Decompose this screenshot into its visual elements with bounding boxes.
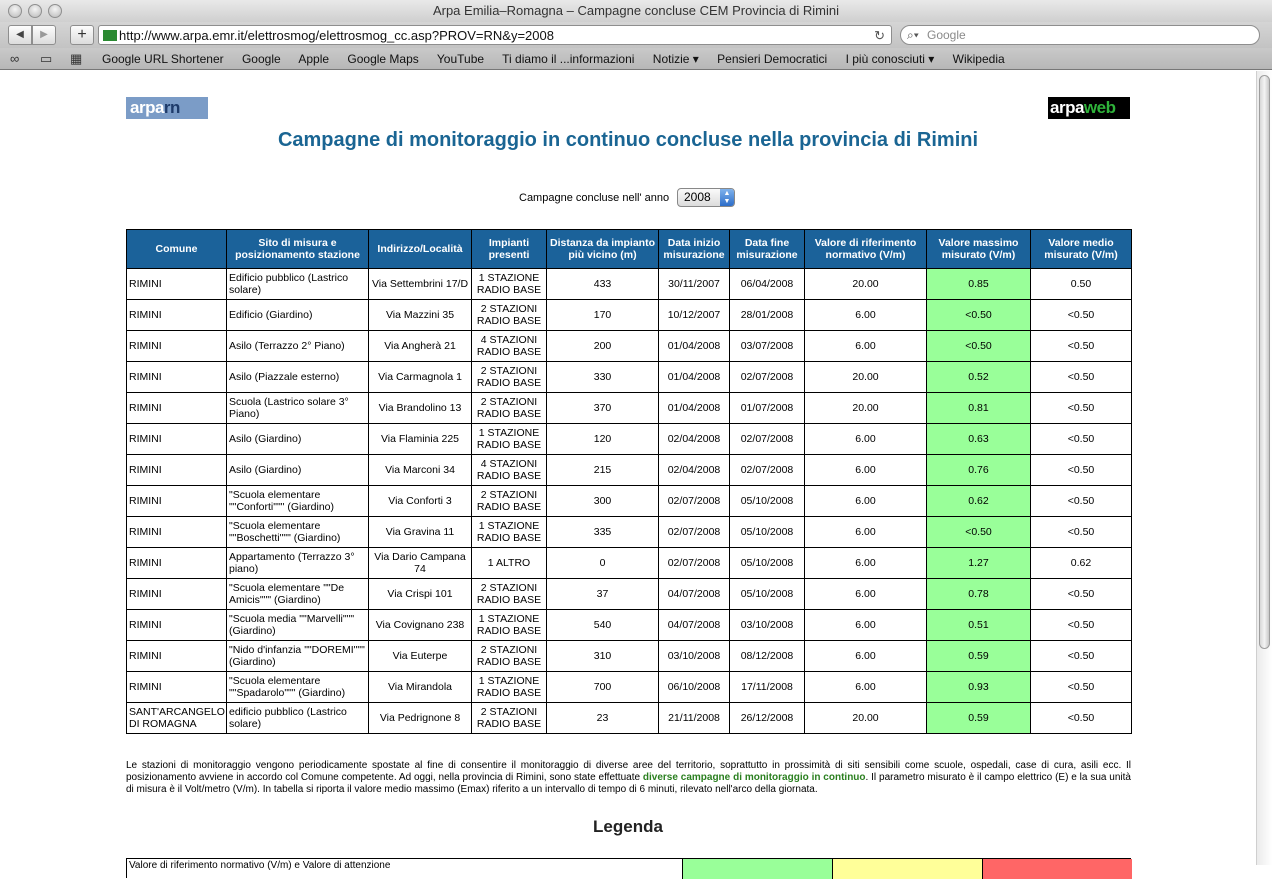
forward-arrow-icon: ▶ <box>40 29 48 40</box>
legend-row-text: Valore di riferimento normativo (V/m) e Valore di attenzione <box>129 860 391 871</box>
table-cell: <0.50 <box>1031 424 1132 455</box>
table-cell: SANT'ARCANGELO DI ROMAGNA <box>127 703 227 734</box>
table-cell: Via Covignano 238 <box>369 610 472 641</box>
col-header: Valore medio misurato (V/m) <box>1031 230 1132 269</box>
table-cell: 0.59 <box>927 703 1031 734</box>
table-cell: "Scuola elementare ""Spadarolo""" (Giardino) <box>227 672 369 703</box>
web-page <box>0 71 1256 871</box>
table-cell: 02/07/2008 <box>730 455 805 486</box>
table-row <box>127 548 1132 579</box>
table-cell: 37 <box>547 579 659 610</box>
table-cell: 02/07/2008 <box>659 486 730 517</box>
year-select-value: 2008 <box>684 190 711 204</box>
table-cell: Via Carmagnola 1 <box>369 362 472 393</box>
table-cell: 0.50 <box>1031 269 1132 300</box>
bookmark-item[interactable]: I più conosciuti ▾ <box>845 52 935 66</box>
table-cell: Asilo (Terrazzo 2° Piano) <box>227 331 369 362</box>
col-header: Valore di riferimento normativo (V/m) <box>805 230 927 269</box>
table-cell: 370 <box>547 393 659 424</box>
table-cell: <0.50 <box>1031 641 1132 672</box>
table-cell: 01/04/2008 <box>659 362 730 393</box>
table-cell: <0.50 <box>1031 300 1132 331</box>
table-cell: 06/04/2008 <box>730 269 805 300</box>
table-row <box>127 300 1132 331</box>
table-cell: Via Brandolino 13 <box>369 393 472 424</box>
year-label: Campagne concluse nell' anno <box>519 192 670 204</box>
table-cell: RIMINI <box>127 269 227 300</box>
table-cell: RIMINI <box>127 455 227 486</box>
table-cell: Via Pedrignone 8 <box>369 703 472 734</box>
bookmark-item[interactable]: Ti diamo il ...informazioni <box>502 52 635 66</box>
back-button[interactable] <box>8 25 32 45</box>
table-cell: <0.50 <box>927 300 1031 331</box>
table-cell: Edificio (Giardino) <box>227 300 369 331</box>
table-row <box>127 269 1132 300</box>
table-cell: 23 <box>547 703 659 734</box>
url-text[interactable]: http://www.arpa.emr.it/elettrosmog/elettrosmog_cc.asp?PROV=RN&y=2008 <box>119 28 554 43</box>
table-row <box>127 393 1132 424</box>
table-cell: "Scuola elementare ""Conforti""" (Giardino) <box>227 486 369 517</box>
logo-text-highlight: rn <box>163 98 180 117</box>
table-cell: 1 STAZIONE RADIO BASE <box>472 269 547 300</box>
legend-yellow-cell <box>832 859 982 879</box>
vertical-scrollbar[interactable] <box>1256 71 1272 865</box>
window-title: Arpa Emilia–Romagna – Campagne concluse CEM Provincia di Rimini <box>432 3 840 18</box>
table-cell: 1 ALTRO <box>472 548 547 579</box>
table-cell: 700 <box>547 672 659 703</box>
reading-list-icon[interactable]: ∞ <box>10 51 20 66</box>
table-cell: 21/11/2008 <box>659 703 730 734</box>
year-select[interactable] <box>677 188 735 207</box>
arpa-rn-logo[interactable] <box>126 97 208 119</box>
table-cell: Via Euterpe <box>369 641 472 672</box>
table-cell: 2 STAZIONI RADIO BASE <box>472 579 547 610</box>
table-cell: Via Gravina 11 <box>369 517 472 548</box>
table-row <box>127 362 1132 393</box>
table-cell: 6.00 <box>805 300 927 331</box>
table-cell: 215 <box>547 455 659 486</box>
table-cell: Via Conforti 3 <box>369 486 472 517</box>
col-header: Comune <box>127 230 227 269</box>
col-header: Valore massimo misurato (V/m) <box>927 230 1031 269</box>
table-cell: 03/10/2008 <box>730 610 805 641</box>
table-cell: 02/04/2008 <box>659 424 730 455</box>
table-cell: RIMINI <box>127 579 227 610</box>
table-cell: 05/10/2008 <box>730 517 805 548</box>
legend-red-cell <box>982 859 1132 879</box>
table-row <box>127 703 1132 734</box>
arpaweb-logo[interactable] <box>1048 97 1130 119</box>
table-cell: <0.50 <box>1031 331 1132 362</box>
table-cell: 20.00 <box>805 393 927 424</box>
table-cell: 02/07/2008 <box>659 548 730 579</box>
search-icon: ⌕▾ <box>907 28 919 42</box>
scrollbar-thumb[interactable] <box>1259 75 1270 649</box>
table-cell: 1 STAZIONE RADIO BASE <box>472 424 547 455</box>
site-favicon-icon <box>103 30 117 41</box>
logo-text-highlight: web <box>1083 98 1116 117</box>
bookmark-item[interactable]: Google Maps <box>347 52 419 66</box>
bookmark-item[interactable]: Pensieri Democratici <box>717 52 828 66</box>
table-cell: Via Marconi 34 <box>369 455 472 486</box>
table-cell: 0.85 <box>927 269 1031 300</box>
table-cell: Asilo (Piazzale esterno) <box>227 362 369 393</box>
bookmark-list <box>102 48 1020 70</box>
table-cell: Via Angherà 21 <box>369 331 472 362</box>
table-row <box>127 331 1132 362</box>
bookmark-item[interactable]: Notizie ▾ <box>652 52 699 66</box>
table-cell: <0.50 <box>1031 393 1132 424</box>
table-cell: 6.00 <box>805 424 927 455</box>
table-row <box>127 672 1132 703</box>
table-cell: "Scuola elementare ""De Amicis""" (Giardino) <box>227 579 369 610</box>
logo-text: arpa <box>1050 98 1084 117</box>
legend-green-cell <box>682 859 832 879</box>
table-cell: 05/10/2008 <box>730 486 805 517</box>
table-cell: 6.00 <box>805 579 927 610</box>
table-cell: "Scuola elementare ""Boschetti""" (Giardino) <box>227 517 369 548</box>
table-cell: 03/07/2008 <box>730 331 805 362</box>
table-cell: RIMINI <box>127 610 227 641</box>
table-cell: 6.00 <box>805 517 927 548</box>
table-cell: 6.00 <box>805 641 927 672</box>
table-cell: 2 STAZIONI RADIO BASE <box>472 300 547 331</box>
col-header: Data fine misurazione <box>730 230 805 269</box>
table-cell: "Nido d'infanzia ""DOREMI""" (Giardino) <box>227 641 369 672</box>
table-cell: 28/01/2008 <box>730 300 805 331</box>
legend-table <box>126 858 1131 878</box>
table-cell: 08/12/2008 <box>730 641 805 672</box>
table-cell: <0.50 <box>1031 362 1132 393</box>
bookmarks-book-icon[interactable]: ▭ <box>40 51 53 66</box>
table-cell: Scuola (Lastrico solare 3° Piano) <box>227 393 369 424</box>
table-cell: 170 <box>547 300 659 331</box>
bookmark-item[interactable]: YouTube <box>436 52 485 66</box>
table-cell: 0 <box>547 548 659 579</box>
table-row <box>127 610 1132 641</box>
table-cell: RIMINI <box>127 672 227 703</box>
campaigns-link[interactable]: diverse campagne di monitoraggio in continuo <box>642 772 866 783</box>
table-cell: 20.00 <box>805 362 927 393</box>
table-row <box>127 579 1132 610</box>
bookmark-item[interactable]: Google <box>241 52 281 66</box>
table-row <box>127 424 1132 455</box>
table-cell: Via Settembrini 17/D <box>369 269 472 300</box>
browser-toolbar <box>0 22 1272 48</box>
logo-text: arpa <box>130 98 164 117</box>
table-cell: 20.00 <box>805 269 927 300</box>
table-cell: 02/07/2008 <box>730 362 805 393</box>
page-title: Campagne di monitoraggio in continuo concluse nella provincia di Rimini <box>277 129 979 151</box>
table-cell: RIMINI <box>127 362 227 393</box>
table-cell: Via Mirandola <box>369 672 472 703</box>
table-cell: 05/10/2008 <box>730 579 805 610</box>
table-cell: <0.50 <box>927 331 1031 362</box>
table-cell: Via Flaminia 225 <box>369 424 472 455</box>
bookmark-item[interactable]: Wikipedia <box>952 52 1005 66</box>
table-cell: 2 STAZIONI RADIO BASE <box>472 703 547 734</box>
table-row <box>127 517 1132 548</box>
table-cell: 300 <box>547 486 659 517</box>
table-cell: 335 <box>547 517 659 548</box>
table-cell: 02/04/2008 <box>659 455 730 486</box>
table-cell: 01/04/2008 <box>659 331 730 362</box>
table-cell: RIMINI <box>127 331 227 362</box>
table-cell: <0.50 <box>1031 703 1132 734</box>
table-cell: 200 <box>547 331 659 362</box>
reload-icon[interactable]: ↻ <box>874 28 885 43</box>
table-cell: RIMINI <box>127 393 227 424</box>
table-cell: Edificio pubblico (Lastrico solare) <box>227 269 369 300</box>
table-cell: 01/04/2008 <box>659 393 730 424</box>
table-cell: 2 STAZIONI RADIO BASE <box>472 641 547 672</box>
select-arrows-icon: ▲ ▼ <box>720 189 734 206</box>
col-header: Sito di misura e posizionamento stazione <box>227 230 369 269</box>
bookmarks-bar <box>0 48 1272 70</box>
table-cell: 2 STAZIONI RADIO BASE <box>472 393 547 424</box>
table-cell: <0.50 <box>1031 672 1132 703</box>
minimize-window-button[interactable] <box>28 4 42 18</box>
table-cell: 20.00 <box>805 703 927 734</box>
table-cell: 30/11/2007 <box>659 269 730 300</box>
table-cell: 04/07/2008 <box>659 610 730 641</box>
table-cell: RIMINI <box>127 300 227 331</box>
search-placeholder: Google <box>927 28 966 42</box>
table-cell: 0.52 <box>927 362 1031 393</box>
table-cell: RIMINI <box>127 641 227 672</box>
address-bar[interactable] <box>98 25 892 45</box>
table-cell: 26/12/2008 <box>730 703 805 734</box>
col-header: Data inizio misurazione <box>659 230 730 269</box>
col-header: Distanza da impianto più vicino (m) <box>547 230 659 269</box>
table-cell: 0.93 <box>927 672 1031 703</box>
table-cell: 433 <box>547 269 659 300</box>
table-cell: 0.62 <box>1031 548 1132 579</box>
info-text: Le stazioni di monitoraggio vengono periodicamente spostate al fine di consentire il monitoraggio di diverse aree del territorio, soprattutto in prossimità di siti sensibili come scuole, ospedali, case di cura, asili ecc. Il posizionamento avviene in accordo col Comune competente. Ad oggi, nella provincia di Rimini, sono state effettuate <box>126 760 1131 783</box>
table-cell: 2 STAZIONI RADIO BASE <box>472 486 547 517</box>
table-cell: 17/11/2008 <box>730 672 805 703</box>
table-cell: 6.00 <box>805 548 927 579</box>
table-cell: 02/07/2008 <box>730 424 805 455</box>
table-cell: RIMINI <box>127 517 227 548</box>
table-cell: Via Dario Campana 74 <box>369 548 472 579</box>
table-cell: 0.78 <box>927 579 1031 610</box>
table-cell: 6.00 <box>805 672 927 703</box>
table-cell: <0.50 <box>1031 517 1132 548</box>
table-cell: Via Mazzini 35 <box>369 300 472 331</box>
table-cell: Asilo (Giardino) <box>227 455 369 486</box>
table-cell: 330 <box>547 362 659 393</box>
forward-button[interactable] <box>32 25 56 45</box>
col-header: Indirizzo/Località <box>369 230 472 269</box>
table-cell: 02/07/2008 <box>659 517 730 548</box>
table-cell: 0.76 <box>927 455 1031 486</box>
table-cell: Asilo (Giardino) <box>227 424 369 455</box>
table-cell: 01/07/2008 <box>730 393 805 424</box>
close-window-button[interactable] <box>8 4 22 18</box>
bookmark-item[interactable]: Apple <box>298 52 330 66</box>
table-cell: edificio pubblico (Lastrico solare) <box>227 703 369 734</box>
table-cell: 310 <box>547 641 659 672</box>
info-text: . Il parametro misurato è il campo elettrico (E) e la sua unità di misura è il Volt/metro (V/m). In tabella si riporta il valore medio massimo (Emax) riferito a un intervallo di tempo di 6 minuti, rilevato nell'arco della giornata. <box>126 772 1131 795</box>
table-row <box>127 641 1132 672</box>
table-cell: 0.63 <box>927 424 1031 455</box>
table-cell: <0.50 <box>1031 579 1132 610</box>
table-cell: 1.27 <box>927 548 1031 579</box>
table-cell: 1 STAZIONE RADIO BASE <box>472 672 547 703</box>
table-row <box>127 486 1132 517</box>
legend-title: Legenda <box>593 817 663 836</box>
top-sites-grid-icon[interactable]: ▦ <box>70 51 83 66</box>
table-cell: 0.51 <box>927 610 1031 641</box>
table-cell: 6.00 <box>805 486 927 517</box>
table-cell: 540 <box>547 610 659 641</box>
table-cell: <0.50 <box>927 517 1031 548</box>
table-cell: Via Crispi 101 <box>369 579 472 610</box>
info-paragraph <box>126 760 1131 796</box>
table-header-row <box>127 230 1132 269</box>
table-cell: <0.50 <box>1031 486 1132 517</box>
table-cell: 6.00 <box>805 610 927 641</box>
table-cell: 04/07/2008 <box>659 579 730 610</box>
table-cell: 0.59 <box>927 641 1031 672</box>
back-arrow-icon: ◀ <box>16 29 24 40</box>
window-titlebar <box>0 0 1272 22</box>
bookmark-item[interactable]: Google URL Shortener <box>102 52 224 66</box>
table-cell: 1 STAZIONE RADIO BASE <box>472 610 547 641</box>
table-cell: 0.81 <box>927 393 1031 424</box>
table-row <box>127 455 1132 486</box>
table-cell: 120 <box>547 424 659 455</box>
table-cell: <0.50 <box>1031 610 1132 641</box>
table-cell: 4 STAZIONI RADIO BASE <box>472 331 547 362</box>
table-cell: 10/12/2007 <box>659 300 730 331</box>
table-cell: RIMINI <box>127 424 227 455</box>
table-cell: Appartamento (Terrazzo 3° piano) <box>227 548 369 579</box>
table-cell: 6.00 <box>805 331 927 362</box>
search-field[interactable] <box>900 25 1260 45</box>
table-cell: 05/10/2008 <box>730 548 805 579</box>
table-cell: RIMINI <box>127 548 227 579</box>
table-cell: 2 STAZIONI RADIO BASE <box>472 362 547 393</box>
table-cell: 06/10/2008 <box>659 672 730 703</box>
table-cell: "Scuola media ""Marvelli""" (Giardino) <box>227 610 369 641</box>
table-cell: 03/10/2008 <box>659 641 730 672</box>
zoom-window-button[interactable] <box>48 4 62 18</box>
col-header: Impianti presenti <box>472 230 547 269</box>
table-cell: 1 STAZIONE RADIO BASE <box>472 517 547 548</box>
table-cell: 6.00 <box>805 455 927 486</box>
campaigns-table <box>126 229 1132 734</box>
add-bookmark-button[interactable]: + <box>70 25 94 45</box>
table-cell: 4 STAZIONI RADIO BASE <box>472 455 547 486</box>
table-cell: RIMINI <box>127 486 227 517</box>
table-cell: 0.62 <box>927 486 1031 517</box>
table-cell: <0.50 <box>1031 455 1132 486</box>
